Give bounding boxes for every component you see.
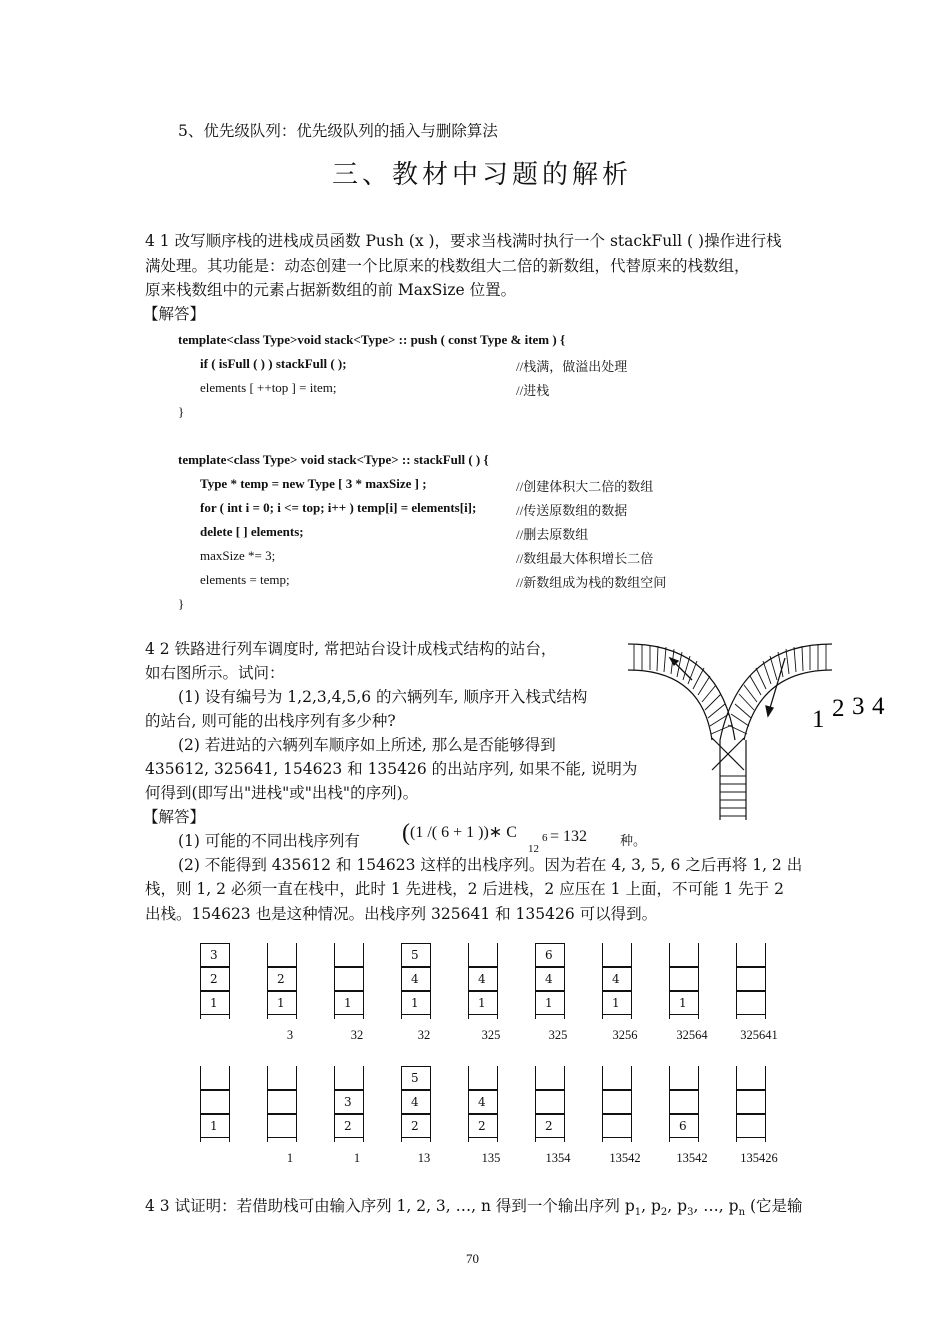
stack-cell: 1 (200, 1114, 230, 1138)
stack-cell: 2 (468, 1114, 498, 1138)
code-line: for ( int i = 0; i <= top; i++ ) temp[i] = elements[i]; (200, 500, 477, 515)
question-4-1-line-1: 4 1 改写顺序栈的进栈成员函数 Push (x )，要求当栈满时执行一个 stackFull ( )操作进行栈 (145, 232, 782, 250)
stack-cell: 1 (267, 991, 297, 1015)
stack-cell (468, 943, 498, 967)
stack-cell (669, 967, 699, 991)
stack-diagram (334, 1066, 364, 1142)
stack-sequence-label: 13 (417, 1151, 431, 1165)
code-comment: //栈满，做溢出处理 (516, 359, 628, 374)
code-comment: //删去原数组 (516, 527, 589, 542)
code-line: maxSize *= 3; (200, 548, 276, 563)
stack-diagram (535, 1066, 565, 1142)
stack-cell: 4 (401, 1090, 431, 1114)
stack-cell: 4 (468, 967, 498, 991)
stack-cell (602, 1066, 632, 1090)
code-line: elements = temp; (200, 572, 290, 587)
figure-label: 4 (872, 693, 885, 720)
question-4-2-line-6: 435612, 325641, 154623 和 135426 的出站序列, 如果不能, 说明为 (145, 760, 638, 778)
stack-cell: 1 (468, 991, 498, 1015)
stack-cell (468, 1066, 498, 1090)
code-line: delete [ ] elements; (200, 524, 304, 539)
page-number: 70 (466, 1251, 479, 1266)
code-line: Type * temp = new Type [ 3 * maxSize ] ; (200, 476, 427, 491)
formula-result: = 132 (550, 828, 588, 845)
stack-cell: 4 (468, 1090, 498, 1114)
stack-diagram (468, 1066, 498, 1142)
stack-diagram (669, 943, 699, 1019)
stack-sequence-label: 13542 (609, 1151, 641, 1165)
stack-cell (334, 943, 364, 967)
stack-diagram (267, 943, 297, 1019)
code-line: template<class Type> void stack<Type> :: stackFull ( ) { (178, 452, 489, 467)
answer-2-line-3: 出栈。154623 也是这种情况。出栈序列 325641 和 135426 可以得到。 (145, 905, 658, 923)
stack-cell: 1 (535, 991, 565, 1015)
question-4-3-line: 4 3 试证明：若借助栈可由输入序列 1, 2, 3, …, n 得到一个输出序列 $p_1$, $p_2$, $p_3$, …, $p_n$ (它是输 (145, 1197, 803, 1219)
code-line: } (178, 596, 185, 611)
stack-cell: 6 (535, 943, 565, 967)
stack-diagram (200, 943, 230, 1019)
stack-cell: 4 (401, 967, 431, 991)
figure-label: 2 (832, 695, 845, 722)
stack-cell (535, 1066, 565, 1090)
stack-cell (736, 1066, 766, 1090)
stack-diagram (334, 943, 364, 1019)
question-4-2-line-1: 4 2 铁路进行列车调度时, 常把站台设计成栈式结构的站台， (145, 640, 557, 658)
stack-sequence-label: 1 (353, 1151, 361, 1165)
code-line: if ( isFull ( ) ) stackFull ( ); (200, 356, 347, 371)
stack-cell (334, 1066, 364, 1090)
stack-diagram (267, 1066, 297, 1142)
stack-sequence-label: 135426 (740, 1151, 778, 1165)
question-4-2-line-7: 何得到(即写出"进栈"或"出栈"的序列)。 (145, 784, 419, 802)
stack-cell (736, 1090, 766, 1114)
stack-cell (267, 1114, 297, 1138)
stack-cell: 2 (200, 967, 230, 991)
stack-diagram (200, 1066, 230, 1142)
stack-cell: 1 (602, 991, 632, 1015)
stack-diagram (535, 943, 565, 1019)
stack-cell (736, 991, 766, 1015)
stack-cell (267, 943, 297, 967)
stack-diagram (736, 1066, 766, 1142)
code-comment: //数组最大体积增长二倍 (516, 551, 654, 566)
stack-cell: 5 (401, 943, 431, 967)
stack-cell: 4 (602, 967, 632, 991)
stack-diagram (401, 943, 431, 1019)
code-comment: //创建体积大二倍的数组 (516, 479, 654, 494)
question-4-1-line-2: 满处理。其功能是：动态创建一个比原来的栈数组大二倍的新数组，代替原来的栈数组， (145, 257, 750, 275)
stack-diagram (401, 1066, 431, 1142)
stack-sequence-label: 1354 (545, 1151, 571, 1165)
stack-cell: 2 (267, 967, 297, 991)
stack-diagram (602, 943, 632, 1019)
stack-cell: 1 (200, 991, 230, 1015)
code-line: elements [ ++top ] = item; (200, 380, 337, 395)
stack-sequence-label: 13542 (676, 1151, 708, 1165)
stack-sequence-label: 3256 (612, 1028, 638, 1042)
answer-2-line-2: 栈，则 1, 2 必须一直在栈中，此时 1 先进栈，2 后进栈，2 应压在 1 上面，不可能 1 先于 2 (145, 880, 784, 898)
stack-sequence-label: 325641 (740, 1028, 778, 1042)
stack-cell: 2 (401, 1114, 431, 1138)
code-line: } (178, 404, 185, 419)
stack-sequence-label: 32 (350, 1028, 364, 1042)
stack-cell (669, 1066, 699, 1090)
stack-cell (602, 943, 632, 967)
stack-cell: 3 (200, 943, 230, 967)
list-item: 5、优先级队列：优先级队列的插入与删除算法 (178, 122, 498, 140)
stack-cell: 4 (535, 967, 565, 991)
stack-cell (736, 1114, 766, 1138)
stack-sequence-label: 135 (481, 1151, 501, 1165)
stack-cell: 1 (334, 991, 364, 1015)
question-4-2-line-5: (2) 若进站的六辆列车顺序如上所述, 那么是否能够得到 (178, 736, 556, 754)
code-comment: //新数组成为栈的数组空间 (516, 575, 667, 590)
stack-cell (535, 1090, 565, 1114)
question-4-1-line-3: 原来栈数组中的元素占据新数组的前 MaxSize 位置。 (145, 281, 517, 299)
stack-cell (334, 967, 364, 991)
stack-diagram (669, 1066, 699, 1142)
stack-sequence-label: 32 (417, 1028, 431, 1042)
stack-sequence-label: 325 (481, 1028, 501, 1042)
answer-1-text: (1) 可能的不同出栈序列有 (178, 832, 360, 850)
answer-label: 【解答】 (143, 808, 206, 826)
figure-label: 1 (812, 706, 825, 733)
answer-2-line-1: (2) 不能得到 435612 和 154623 这样的出栈序列。因为若在 4, 3, 5, 6 之后再将 1, 2 出 (178, 856, 803, 874)
stack-cell (736, 943, 766, 967)
stack-diagram (468, 943, 498, 1019)
stack-cell: 2 (535, 1114, 565, 1138)
stack-cell (669, 943, 699, 967)
formula: ((1 /( 6 + 1 ))∗ C (402, 820, 517, 846)
stack-cell (736, 967, 766, 991)
stack-cell: 2 (334, 1114, 364, 1138)
answer-label: 【解答】 (143, 305, 206, 323)
stack-cell (602, 1114, 632, 1138)
stack-cell: 6 (669, 1114, 699, 1138)
section-title: 三、教材中习题的解析 (332, 160, 633, 190)
figure-label: 3 (852, 693, 865, 720)
stack-diagram (602, 1066, 632, 1142)
stack-cell: 5 (401, 1066, 431, 1090)
stack-cell: 1 (401, 991, 431, 1015)
stack-cell (602, 1090, 632, 1114)
formula-subscript: 12 (528, 843, 539, 855)
code-comment: //传送原数组的数据 (516, 503, 628, 518)
railway-stack-figure (620, 630, 890, 825)
stack-cell (200, 1090, 230, 1114)
question-4-2-line-3: (1) 设有编号为 1,2,3,4,5,6 的六辆列车, 顺序开入栈式结构 (178, 688, 588, 706)
stack-cell: 1 (669, 991, 699, 1015)
stack-cell (267, 1090, 297, 1114)
code-line: template<class Type>void stack<Type> :: push ( const Type & item ) { (178, 332, 566, 347)
unit: 种。 (620, 834, 647, 849)
question-4-2-line-2: 如右图所示。试问： (145, 664, 285, 682)
stack-cell (200, 1066, 230, 1090)
stack-sequence-label: 32564 (676, 1028, 708, 1042)
stack-sequence-label: 1 (286, 1151, 294, 1165)
question-4-2-line-4: 的站台, 则可能的出栈序列有多少种? (145, 712, 396, 730)
stack-sequence-label: 325 (548, 1028, 568, 1042)
formula-superscript: 6 (542, 832, 548, 844)
stack-cell: 3 (334, 1090, 364, 1114)
stack-sequence-label: 3 (286, 1028, 294, 1042)
stack-cell (267, 1066, 297, 1090)
stack-cell (669, 1090, 699, 1114)
stack-diagram (736, 943, 766, 1019)
code-comment: //进栈 (516, 383, 550, 398)
